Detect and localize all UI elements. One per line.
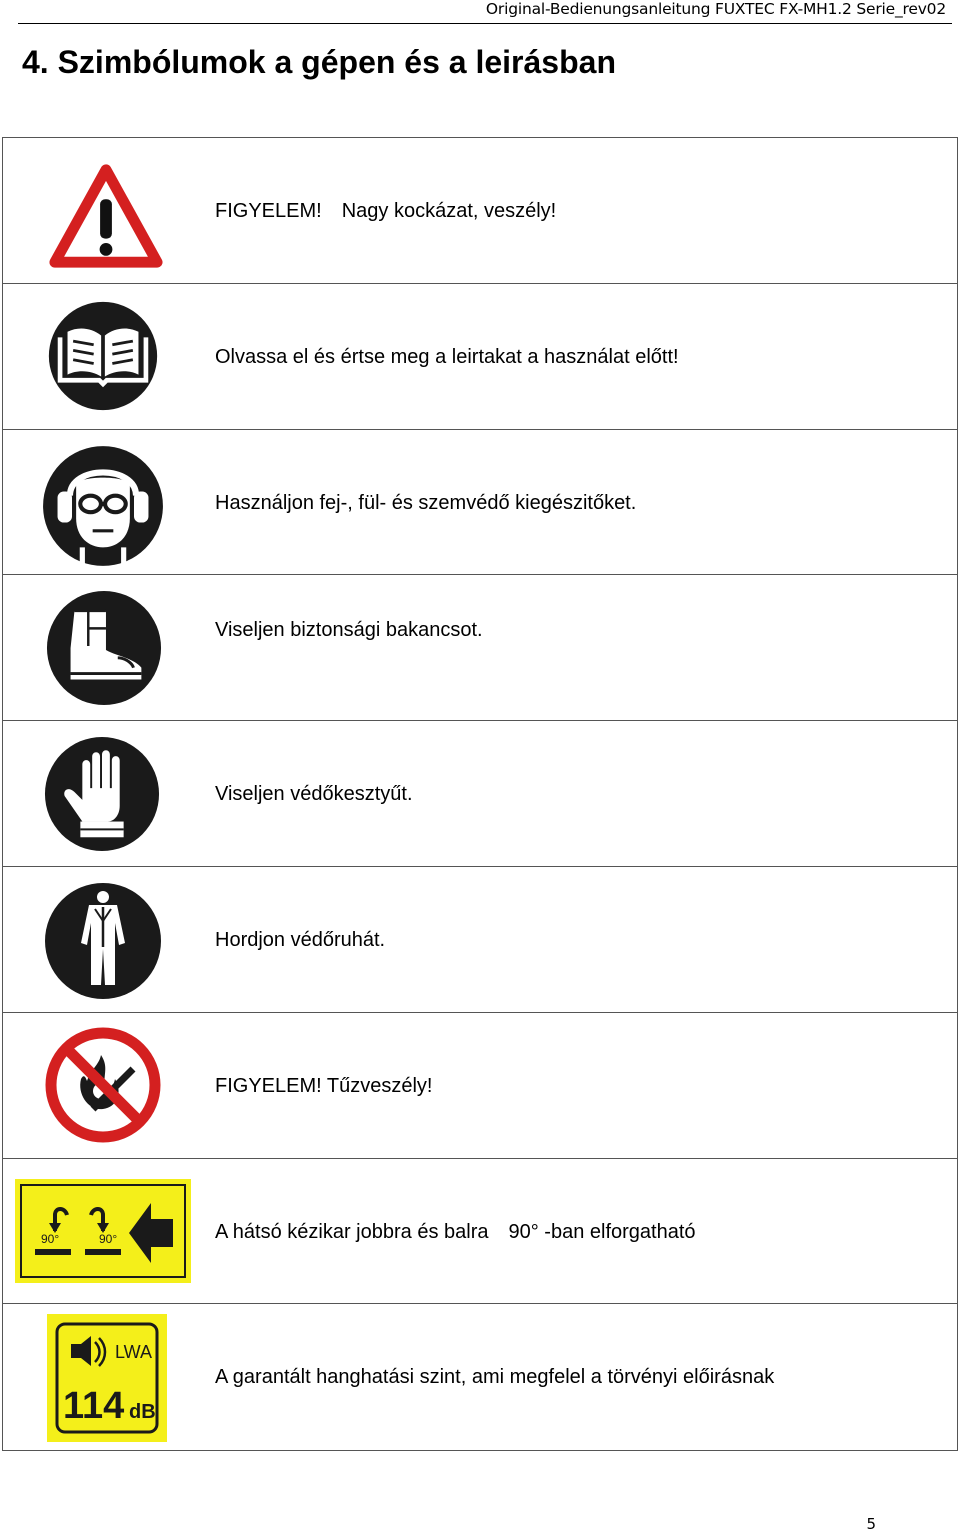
warning-description: Nagy kockázat, veszély!: [341, 200, 557, 222]
warning-label: FIGYELEM!: [215, 200, 322, 222]
symbol-text-safety-boots: Viseljen biztonsági bakancsot.: [215, 619, 483, 642]
symbol-row-sound-level: [3, 1304, 957, 1450]
warning-triangle-icon: [47, 156, 165, 274]
gloves-icon: [43, 735, 161, 853]
page-number: 5: [866, 1515, 876, 1533]
protective-clothing-icon: [43, 881, 163, 1001]
symbol-text-gloves: Viseljen védőkesztyűt.: [215, 783, 413, 806]
symbol-row-read-manual: [3, 284, 957, 430]
symbol-row-warning: [3, 138, 957, 284]
head-ear-eye-protection-icon: [41, 444, 165, 568]
sound-power-level-icon: [47, 1314, 167, 1442]
rotation-right-label: 90°: [99, 1231, 118, 1246]
symbol-row-gloves: [3, 721, 957, 867]
header-divider: [18, 23, 952, 24]
read-manual-icon: [47, 300, 159, 412]
symbol-row-head-protection: [3, 430, 957, 576]
no-fire-icon: [43, 1025, 163, 1145]
safety-boots-icon: [45, 589, 163, 707]
symbol-text-handle-rotation: [215, 1221, 696, 1244]
handle-rotation-text: A hátsó kézikar jobbra és balra: [215, 1220, 489, 1243]
handle-rotation-angle-text: 90° -ban elforgatható: [508, 1220, 696, 1243]
symbol-row-no-fire: [3, 1013, 957, 1159]
sound-level-unit: dB: [129, 1401, 156, 1424]
symbol-text-sound-level: A garantált hanghatási szint, ami megfelel a törvényi előirásnak: [215, 1366, 775, 1389]
symbol-table: [2, 137, 958, 1451]
symbol-text-protective-clothing: Hordjon védőruhát.: [215, 928, 386, 951]
symbol-text-warning: [215, 200, 556, 223]
symbol-text-read-manual: Olvassa el és értse meg a leirtakat a használat előtt!: [215, 345, 679, 368]
symbol-row-handle-rotation: [3, 1159, 957, 1305]
symbol-text-no-fire: FIGYELEM! Tűzveszély!: [215, 1074, 433, 1097]
symbol-row-safety-boots: [3, 575, 957, 721]
handle-rotation-icon: [15, 1179, 191, 1283]
running-title: Original-Bedienungsanleitung FUXTEC FX-MH1.2 Serie_rev02: [485, 0, 946, 18]
section-title: 4. Szimbólumok a gépen és a leirásban: [22, 44, 616, 80]
sound-level-value: 114: [63, 1385, 125, 1428]
symbol-text-head-protection: Használjon fej-, fül- és szemvédő kiegészitőket.: [215, 491, 637, 514]
symbol-row-protective-clothing: [3, 867, 957, 1013]
lwa-label: LWA: [115, 1342, 153, 1363]
rotation-left-label: 90°: [41, 1231, 60, 1246]
